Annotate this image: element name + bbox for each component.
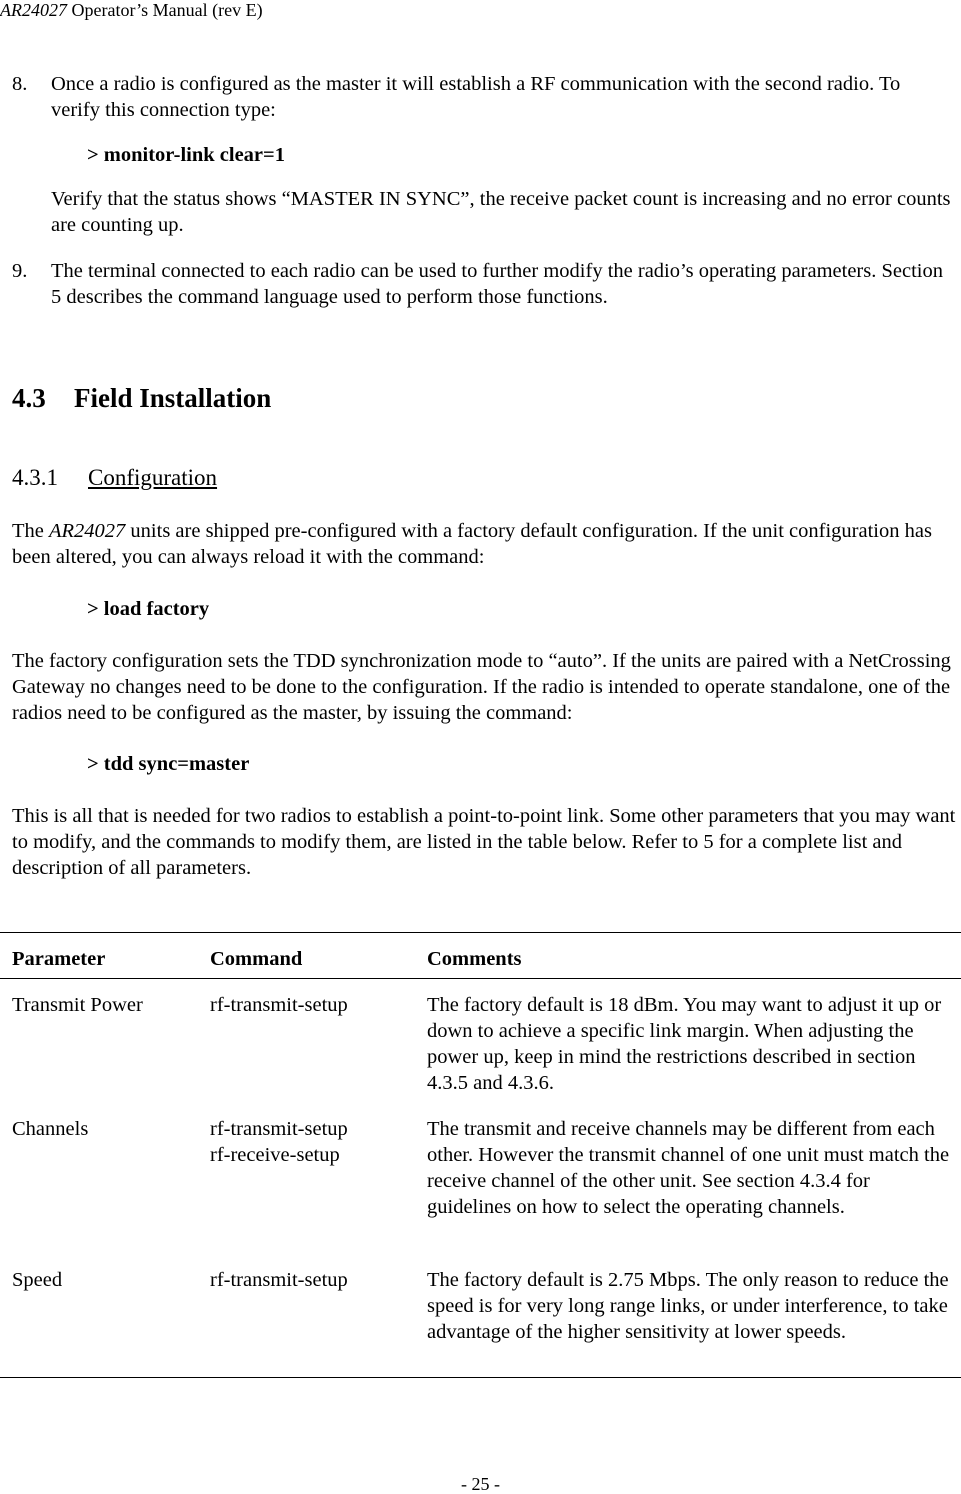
step-text: Once a radio is configured as the master it will establish a RF communication with the second radio. To verify this connection type: [51,73,901,121]
step-number: 9. [12,260,28,282]
command-tdd-sync: > tdd sync=master [87,753,250,775]
section-title: Field Installation [74,383,272,413]
paragraph-text: The [12,520,49,542]
table-header-comments: Comments [427,948,522,970]
paragraph-parameters: This is all that is needed for two radios to establish a point-to-point link. Some other parameters that you may want to modify, and the commands to modify them, are listed in the table below. Refer to 5 for a complete list and description of all parameters. [12,805,956,879]
section-heading [12,382,271,414]
table-cell-comment: The transmit and receive channels may be different from each other. However the transmit channel of one unit must match the receive channel of the other unit. See section 4.3.4 for guidelines on how to select the operating channels. [427,1118,950,1218]
table-cell-comment: The factory default is 18 dBm. You may want to adjust it up or down to achieve a specific link margin. When adjusting the power up, keep in mind the restrictions described in section 4.3.5 and 4.3.6. [427,994,942,1094]
subsection-heading [12,464,217,492]
section-number: 4.3 [12,383,46,413]
command-load-factory: > load factory [87,598,210,620]
running-header [0,0,263,20]
product-name: AR24027 [49,520,126,542]
table-cell-parameter: Transmit Power [12,994,143,1016]
subsection-title: Configuration [88,465,218,490]
paragraph-tdd: The factory configuration sets the TDD synchronization mode to “auto”. If the units are paired with a NetCrossing Gateway no changes need to be done to the configuration. If the radio is intended to operate standalone, one of the radios need to be configured as the master, by issuing the command: [12,650,951,724]
table-bottom-rule [0,1377,961,1378]
table-cell-command-secondary: rf-receive-setup [210,1144,340,1166]
table-cell-command: rf-transmit-setup [210,1269,348,1291]
page-number: - 25 - [461,1474,500,1494]
paragraph-text: units are shipped pre-configured with a factory default configuration. If the unit configuration has been altered, you can always reload it with the command: [12,520,932,568]
command-monitor-link: > monitor-link clear=1 [87,144,285,166]
header-product: AR24027 [0,0,67,20]
table-top-rule [0,932,961,933]
paragraph-intro [12,518,957,570]
table-cell-command: rf-transmit-setup [210,1118,348,1140]
table-header-command: Command [210,948,303,970]
step-text: The terminal connected to each radio can be used to further modify the radio’s operating parameters. Section 5 describes the command language used to perform those functions. [51,260,943,308]
table-header-parameter: Parameter [12,948,106,970]
table-cell-command: rf-transmit-setup [210,994,348,1016]
subsection-number: 4.3.1 [12,465,58,490]
step-followup: Verify that the status shows “MASTER IN SYNC”, the receive packet count is increasing and no error counts are counting up. [51,188,951,236]
step-number: 8. [12,73,28,95]
table-cell-parameter: Speed [12,1269,63,1291]
header-title: Operator’s Manual (rev E) [67,0,263,20]
table-cell-comment: The factory default is 2.75 Mbps. The only reason to reduce the speed is for very long range links, or under interference, to take advantage of the higher sensitivity at lower speeds. [427,1269,949,1343]
table-header-rule [0,978,961,979]
table-cell-parameter: Channels [12,1118,89,1140]
